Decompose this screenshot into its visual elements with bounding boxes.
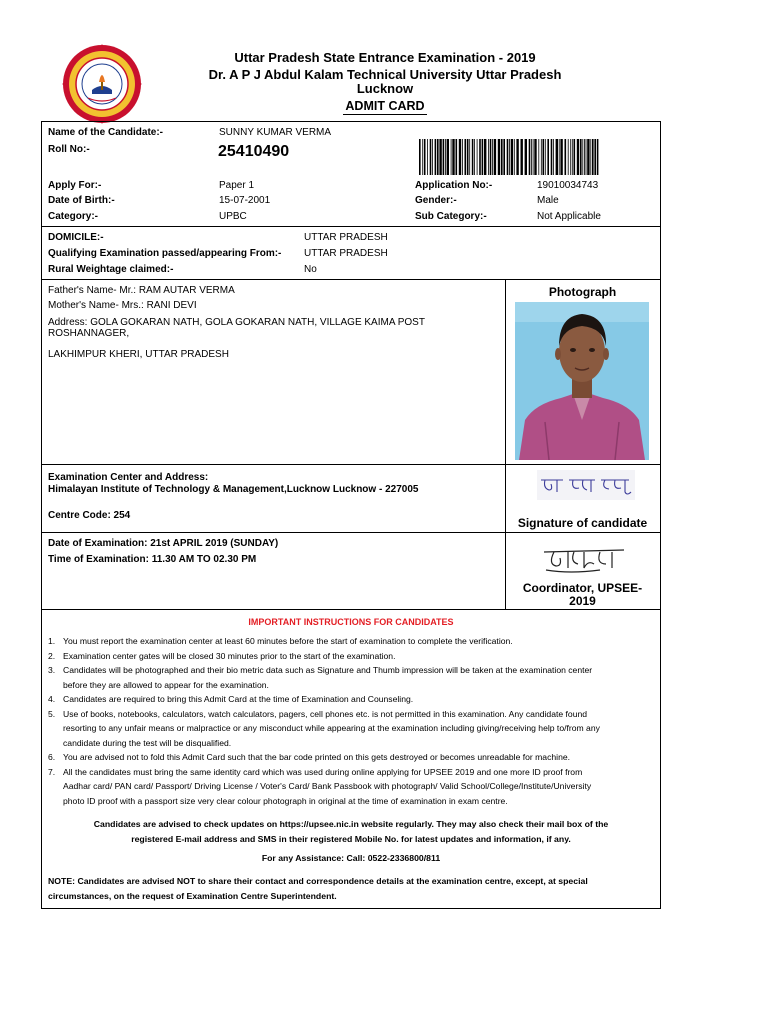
apply-value: Paper 1 bbox=[219, 180, 255, 191]
instruction-item bbox=[48, 649, 653, 664]
rural-value: No bbox=[304, 264, 317, 275]
instruction-line: Use of books, notebooks, calculators, watch calculators, pagers, cell phones etc. is not permitted in this examination. Any candidate found bbox=[63, 708, 588, 719]
sub-category-label: Sub Category:- bbox=[415, 211, 487, 222]
candidate-name: SUNNY KUMAR VERMA bbox=[219, 127, 332, 138]
exam-name: Uttar Pradesh State Entrance Examination - 2019 bbox=[234, 50, 536, 65]
exam-time: Time of Examination: 11.30 AM TO 02.30 PM bbox=[48, 554, 257, 565]
apply-label: Apply For:- bbox=[48, 180, 102, 191]
instruction-line: resorting to any unfair means or malpractice or any misconduct while appearing at the examination including giving/receiving help to/from any bbox=[63, 723, 600, 734]
address-line1: Address: GOLA GOKARAN NATH, GOLA GOKARAN NATH, VILLAGE KAIMA POST bbox=[48, 317, 425, 328]
instruction-number: 7. bbox=[48, 766, 56, 777]
instructions-list bbox=[48, 634, 653, 809]
advisory-line1: Candidates are advised to check updates on https://upsee.nic.in website regularly. They may also check their mail box of the bbox=[93, 819, 609, 829]
instruction-number: 3. bbox=[48, 665, 56, 676]
father-name: Father's Name- Mr.: RAM AUTAR VERMA bbox=[48, 285, 235, 296]
coordinator-line2: 2019 bbox=[569, 594, 596, 608]
exam-date: Date of Examination: 21st APRIL 2019 (SUNDAY) bbox=[48, 538, 279, 549]
instruction-line: Aadhar card/ PAN card/ Passport/ Driving License / Voter's Card/ Bank Passbook with photograph/ Valid School/College/Institute/University bbox=[63, 781, 592, 792]
instruction-item bbox=[48, 692, 653, 707]
instruction-line: before they are allowed to appear for the examination. bbox=[63, 679, 269, 690]
note-line2: circumstances, on the request of Examination Centre Superintendent. bbox=[48, 890, 337, 901]
note-text bbox=[48, 874, 653, 903]
coordinator-signature bbox=[540, 540, 628, 574]
dob-value: 15-07-2001 bbox=[219, 195, 271, 206]
gender-label: Gender:- bbox=[415, 195, 457, 206]
divider bbox=[41, 464, 661, 465]
qualifying-value: UTTAR PRADESH bbox=[304, 248, 388, 259]
barcode bbox=[419, 139, 599, 175]
instruction-line: Candidates will be photographed and their bio metric data such as Signature and Thumb impression will be taken at the examination center bbox=[63, 665, 593, 676]
column-divider bbox=[505, 279, 506, 609]
instruction-item bbox=[48, 707, 653, 751]
university-name bbox=[150, 68, 620, 96]
category-value: UPBC bbox=[219, 211, 247, 222]
advisory-text bbox=[50, 817, 652, 846]
note-line1: NOTE: Candidates are advised NOT to share their contact and correspondence details at the examination centre, except, at special bbox=[48, 876, 588, 886]
instruction-line: All the candidates must bring the same identity card which was used during online applying for UPSEE 2019 and one more ID proof from bbox=[63, 766, 583, 777]
instruction-text bbox=[63, 765, 653, 809]
instruction-number: 6. bbox=[48, 752, 56, 763]
university-logo bbox=[62, 44, 142, 124]
candidate-photo bbox=[515, 302, 649, 460]
roll-number: 25410490 bbox=[218, 143, 290, 160]
instruction-text bbox=[63, 692, 653, 707]
divider bbox=[41, 532, 661, 533]
instruction-number: 5. bbox=[48, 708, 56, 719]
coordinator-line1: Coordinator, UPSEE- bbox=[522, 581, 643, 595]
coordinator-label bbox=[505, 582, 660, 608]
application-no-label: Application No:- bbox=[415, 180, 493, 191]
instruction-line: You are advised not to fold this Admit Card such that the bar code printed on this gets destroyed or becomes unreadable for machine. bbox=[63, 752, 571, 763]
name-label: Name of the Candidate:- bbox=[48, 127, 164, 138]
instruction-item bbox=[48, 750, 653, 765]
qualifying-label: Qualifying Examination passed/appearing From:- bbox=[48, 248, 282, 259]
instruction-line: Candidates are required to bring this Admit Card at the time of Examination and Counseling. bbox=[63, 694, 414, 705]
instruction-item bbox=[48, 634, 653, 649]
dob-label: Date of Birth:- bbox=[48, 195, 115, 206]
instruction-text bbox=[63, 707, 653, 751]
signature-label: Signature of candidate bbox=[517, 516, 648, 530]
instruction-text bbox=[63, 634, 653, 649]
instruction-line: photo ID proof with a passport size very clear colour photograph in original at the time of examination in exam centre. bbox=[63, 796, 508, 807]
mother-name: Mother's Name- Mrs.: RANI DEVI bbox=[48, 300, 197, 311]
divider bbox=[41, 609, 661, 610]
advisory-line2: registered E-mail address and SMS in their registered Mobile No. for latest updates and information, if any. bbox=[131, 833, 571, 844]
instruction-line: candidate during the test will be disqualified. bbox=[63, 737, 232, 748]
assistance-text: For any Assistance: Call: 0522-2336800/811 bbox=[261, 853, 441, 863]
photograph-label: Photograph bbox=[548, 285, 617, 299]
instruction-text bbox=[63, 750, 653, 765]
centre-code: Centre Code: 254 bbox=[48, 510, 131, 521]
university-name-line: Dr. A P J Abdul Kalam Technical University Uttar Pradesh bbox=[208, 67, 562, 82]
domicile-value: UTTAR PRADESH bbox=[304, 232, 388, 243]
divider bbox=[41, 279, 661, 280]
instruction-text bbox=[63, 649, 653, 664]
instruction-item bbox=[48, 765, 653, 809]
admit-card-title bbox=[150, 99, 620, 113]
gender-value: Male bbox=[537, 195, 559, 206]
application-no: 19010034743 bbox=[537, 180, 599, 191]
instruction-line: Examination center gates will be closed 30 minutes prior to the start of the examination. bbox=[63, 650, 396, 661]
instruction-item bbox=[48, 663, 653, 692]
admit-card-title-text: ADMIT CARD bbox=[345, 99, 425, 113]
category-label: Category:- bbox=[48, 211, 99, 222]
university-city-line: Lucknow bbox=[356, 81, 414, 96]
rural-label: Rural Weightage claimed:- bbox=[48, 264, 174, 275]
instructions-title: IMPORTANT INSTRUCTIONS FOR CANDIDATES bbox=[248, 617, 454, 627]
instruction-line: You must report the examination center at least 60 minutes before the start of examination to complete the verification. bbox=[63, 636, 513, 646]
instruction-text bbox=[63, 663, 653, 692]
instruction-number: 1. bbox=[48, 636, 56, 646]
address-line3: LAKHIMPUR KHERI, UTTAR PRADESH bbox=[48, 349, 229, 360]
instruction-number: 2. bbox=[48, 650, 56, 661]
roll-label: Roll No:- bbox=[48, 144, 90, 155]
address-line2: ROSHANNAGER, bbox=[48, 328, 130, 339]
candidate-signature bbox=[537, 470, 635, 500]
exam-center-address: Himalayan Institute of Technology & Management,Lucknow Lucknow - 227005 bbox=[48, 484, 419, 495]
instruction-number: 4. bbox=[48, 694, 56, 705]
divider bbox=[41, 226, 661, 227]
domicile-label: DOMICILE:- bbox=[48, 232, 104, 243]
exam-center-label: Examination Center and Address: bbox=[48, 472, 209, 483]
sub-category-value: Not Applicable bbox=[537, 211, 601, 222]
